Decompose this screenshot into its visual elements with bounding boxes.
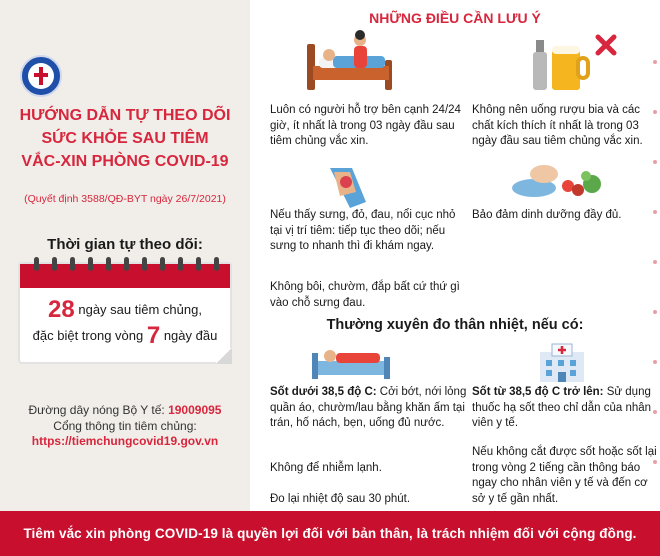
special-prefix: đặc biệt trong vòng	[32, 328, 147, 343]
injection-arm-icon	[322, 162, 370, 210]
title-line-3: VẮC-XIN PHÒNG COVID-19	[21, 153, 229, 170]
decision-reference: (Quyết định 3588/QĐ-BYT ngày 26/7/2021)	[24, 193, 226, 205]
hotline-label: Đường dây nóng Bộ Y tế:	[28, 403, 169, 417]
note-swelling: Nếu thấy sưng, đỏ, đau, nổi cục nhỏ tại vị trí tiêm: tiếp tục theo dõi; nếu sưng to nhanh thì đi khám ngay.	[270, 209, 456, 252]
note-support: Luôn có người hỗ trợ bên cạnh 24/24 giờ, ít nhất là trong 03 ngày đầu sau tiêm chủng vắc xin.	[270, 104, 461, 147]
title-line-1: HƯỚNG DẪN TỰ THEO DÕI	[19, 107, 231, 124]
calendar-page-fold	[216, 348, 232, 364]
fever-low-text: Cởi bớt, nới lỏng quần áo, chườm/lau bằng khăn ấm tại trán, hố nách, bẹn, uống đủ nước.	[270, 386, 467, 429]
calendar-card	[18, 262, 232, 364]
hospital-icon	[536, 342, 588, 382]
fever-low	[270, 385, 470, 432]
portal-url[interactable]: https://tiemchungcovid19.gov.vn	[31, 434, 219, 448]
hotline-info	[0, 402, 250, 434]
no-cold: Không để nhiễm lạnh.	[270, 462, 382, 474]
no-reduce: Nếu không cắt được sốt hoặc sốt lại trong vòng 2 tiếng cần thông báo ngay cho nhân viên y tế và đến cơ sở y tế gần nhất.	[472, 446, 657, 505]
left-panel	[0, 0, 250, 511]
fever-high-label: Sốt từ 38,5 độ C trở lên:	[472, 386, 604, 398]
special-suffix: ngày đầu	[160, 328, 218, 343]
caregiver-bed-icon	[305, 30, 400, 92]
note-nutrition: Bảo đảm dinh dưỡng đầy đủ.	[472, 209, 622, 221]
days-number: 28	[48, 296, 75, 323]
fever-high-text: Sử dụng thuốc hạ sốt theo chỉ dẫn của nhân viên y tế.	[472, 386, 652, 429]
title-line-2: SỨC KHỎE SAU TIÊM	[41, 130, 209, 147]
prohibited-x-icon	[595, 34, 617, 56]
footer-banner: Tiêm vắc xin phòng COVID-19 là quyền lợi đối với bản thân, là trách nhiệm đối với cộng đồng.	[0, 511, 660, 556]
fever-bed-icon	[310, 343, 392, 381]
calendar-line-2	[20, 322, 230, 350]
remeasure: Đo lại nhiệt độ sau 30 phút.	[270, 493, 411, 505]
special-number: 7	[146, 322, 161, 349]
fever-low-label: Sốt dưới 38,5 độ C:	[270, 386, 377, 398]
monitor-period-title: Thời gian tự theo dõi:	[47, 236, 203, 253]
food-icon	[512, 162, 607, 200]
right-panel	[250, 0, 660, 511]
days-text: ngày sau tiêm chủng,	[74, 302, 202, 317]
note-alcohol: Không nên uống rượu bia và các chất kích thích ít nhất là trong 03 ngày đầu sau tiêm chủng vắc xin.	[472, 104, 643, 147]
guide-title	[0, 104, 250, 173]
calendar-line-1	[20, 296, 230, 324]
portal-label: Cổng thông tin tiêm chủng:	[53, 419, 197, 433]
note-no-apply: Không bôi, chườm, đắp bất cứ thứ gì vào chỗ sưng đau.	[270, 281, 460, 309]
ministry-logo-icon	[20, 55, 62, 97]
hotline-number: 19009095	[168, 403, 222, 417]
beer-bottle-icon	[532, 32, 594, 92]
notes-title: NHỮNG ĐIỀU CẦN LƯU Ý	[369, 10, 541, 26]
temperature-title: Thường xuyên đo thân nhiệt, nếu có:	[326, 317, 584, 333]
fever-high	[472, 385, 657, 432]
